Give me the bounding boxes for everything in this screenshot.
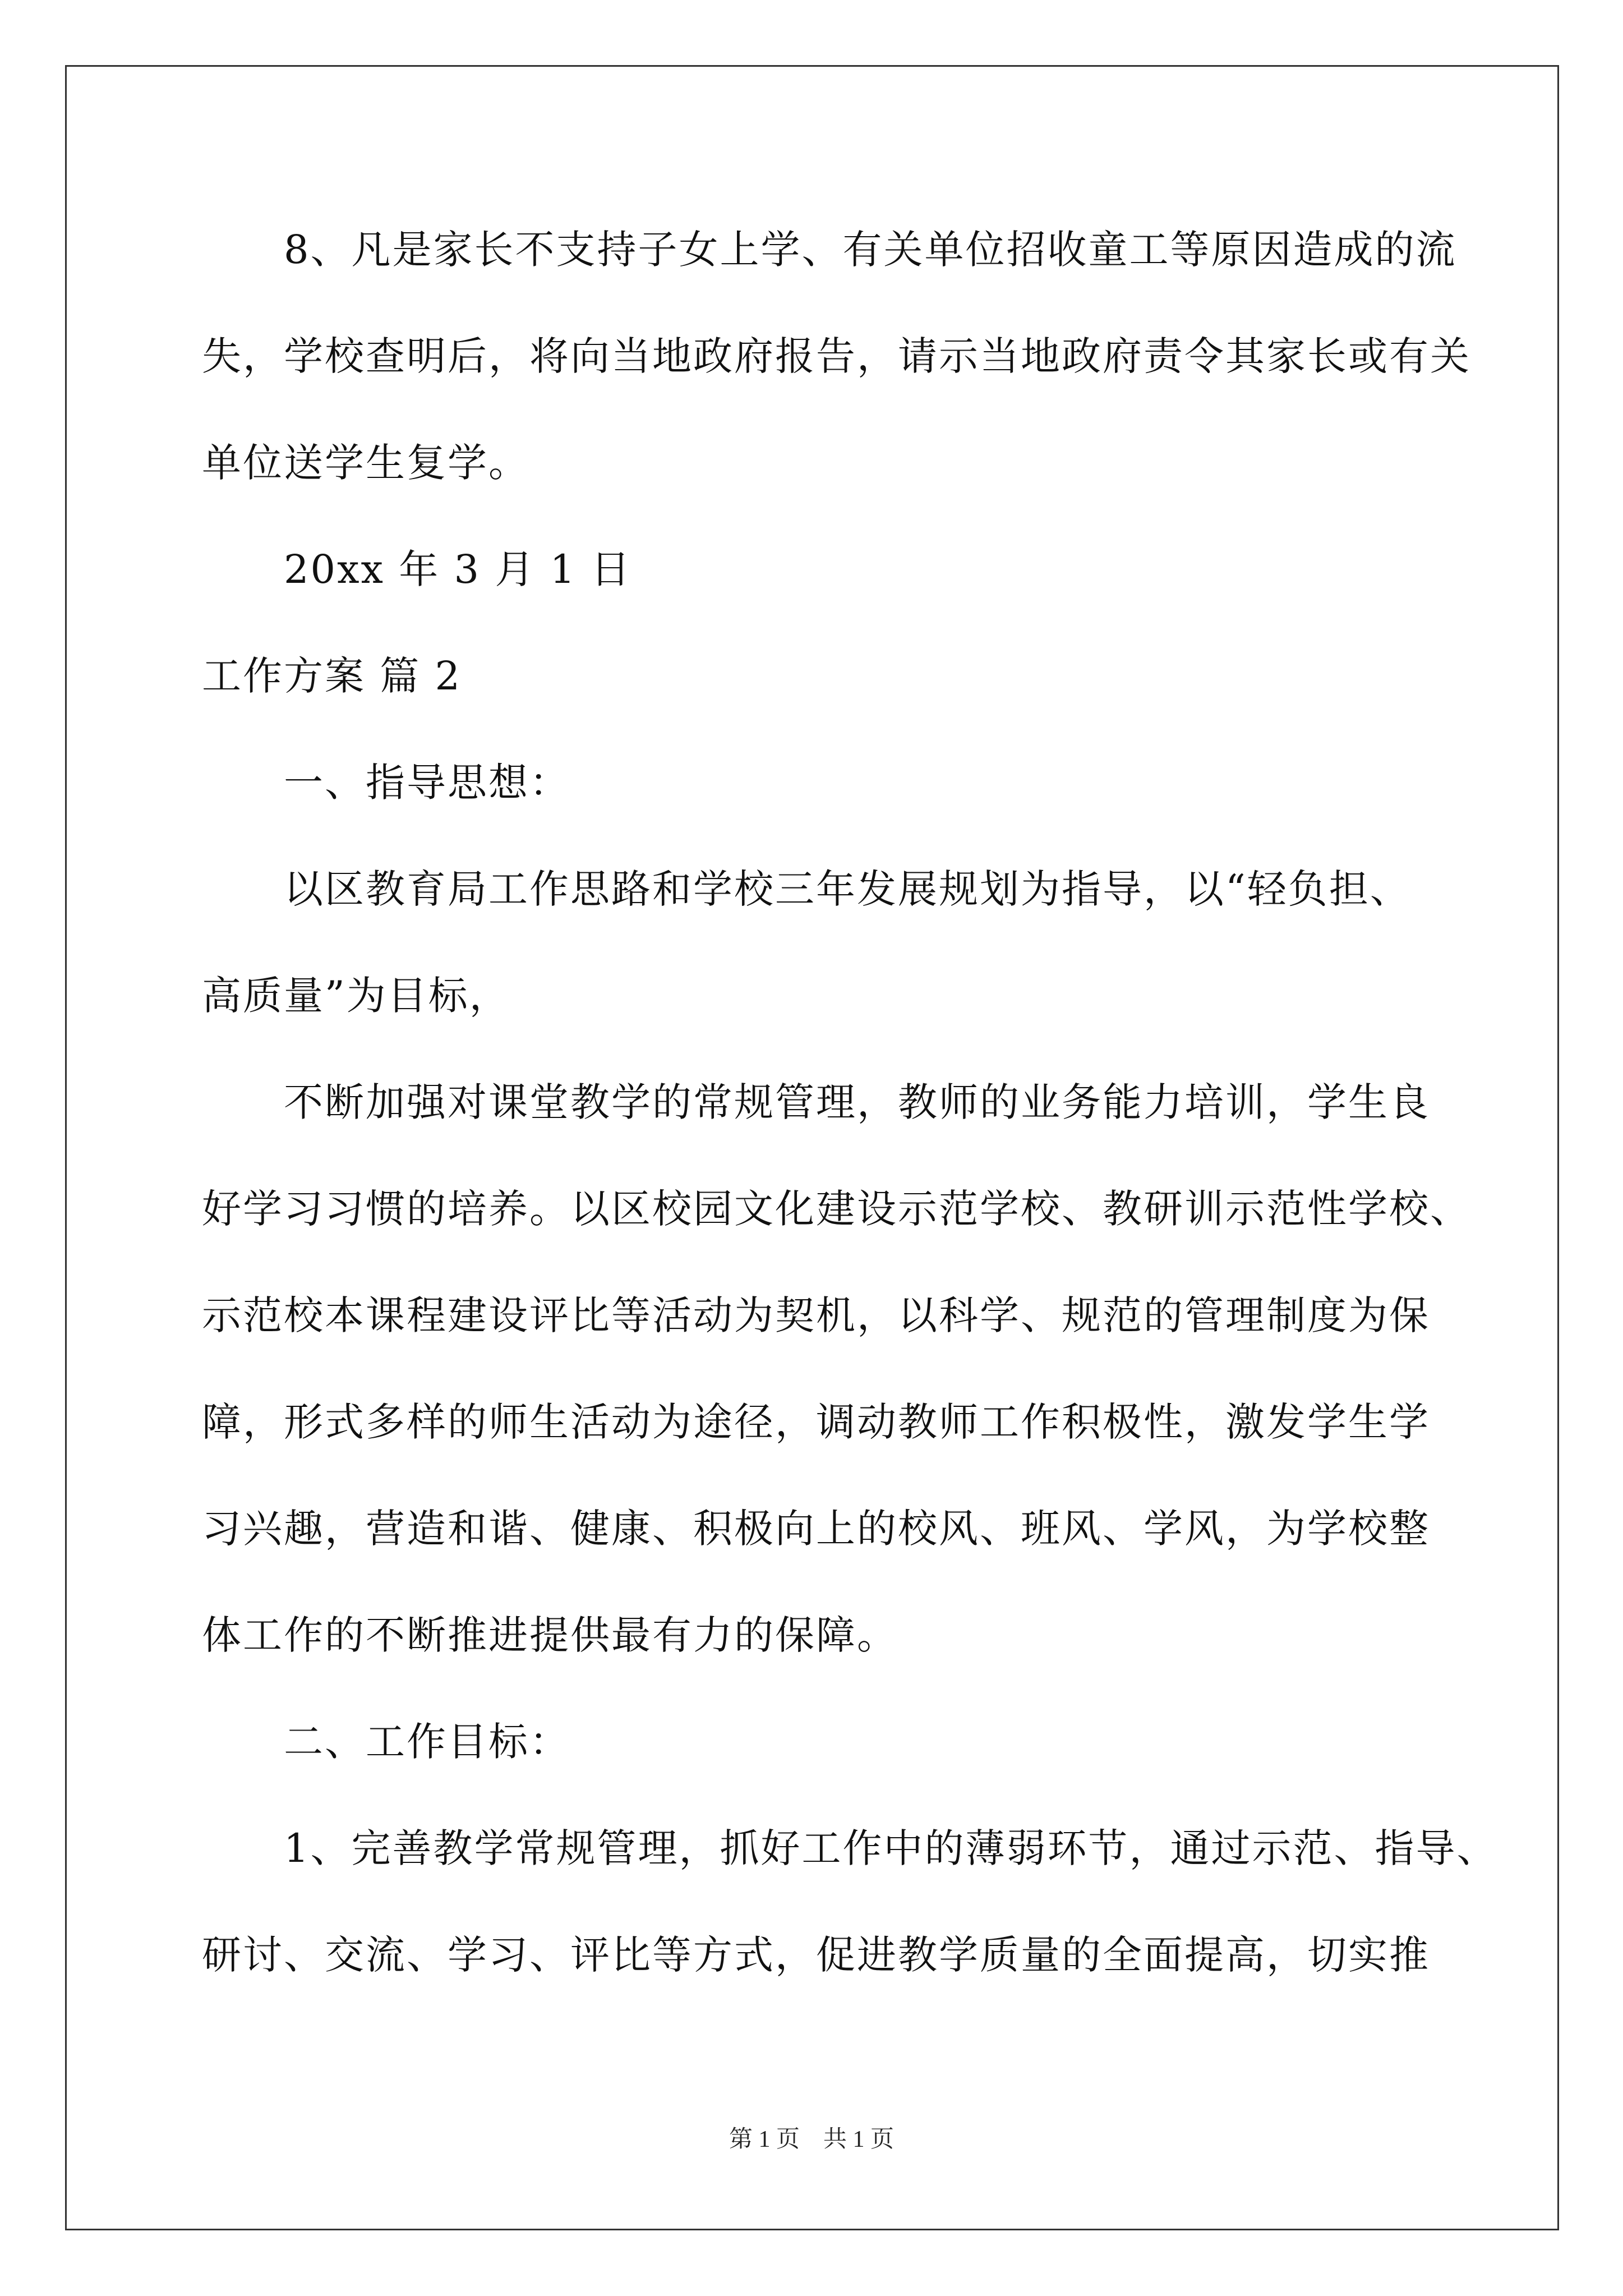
text-line: 体工作的不断推进提供最有力的保障。 — [202, 1612, 898, 1658]
text-line: 好学习习惯的培养。以区校园文化建设示范学校、教研训示范性学校、 — [202, 1186, 1471, 1232]
document-body — [202, 196, 1498, 2008]
text-line: 示范校本课程建设评比等活动为契机，以科学、规范的管理制度为保 — [202, 1292, 1430, 1338]
text-line: 单位送学生复学。 — [202, 440, 529, 486]
text-line: 失，学校查明后，将向当地政府报告，请示当地政府责令其家长或有关 — [202, 333, 1471, 379]
subheading: 二、工作目标： — [202, 1719, 570, 1765]
subheading: 一、指导思想： — [202, 760, 570, 806]
text-line: 研讨、交流、学习、评比等方式，促进教学质量的全面提高，切实推 — [202, 1932, 1430, 1978]
text-line: 障，形式多样的师生活动为途径，调动教师工作积极性，激发学生学 — [202, 1399, 1430, 1445]
date-line: 20xx 年 3 月 1 日 — [202, 546, 632, 592]
text-line: 1、完善教学常规管理，抓好工作中的薄弱环节，通过示范、指导、 — [202, 1825, 1498, 1871]
text-line: 习兴趣，营造和谐、健康、积极向上的校风、班风、学风，为学校整 — [202, 1506, 1430, 1552]
page-footer: 第 1 页 共 1 页 — [728, 2127, 894, 2152]
text-line: 高质量”为目标， — [202, 973, 510, 1019]
text-line: 8、凡是家长不支持子女上学、有关单位招收童工等原因造成的流 — [202, 227, 1457, 273]
text-line: 以区教育局工作思路和学校三年发展规划为指导，以“轻负担、 — [202, 866, 1411, 912]
text-line: 不断加强对课堂教学的常规管理，教师的业务能力培训，学生良 — [202, 1079, 1430, 1125]
section-heading: 工作方案 篇 2 — [202, 653, 462, 699]
